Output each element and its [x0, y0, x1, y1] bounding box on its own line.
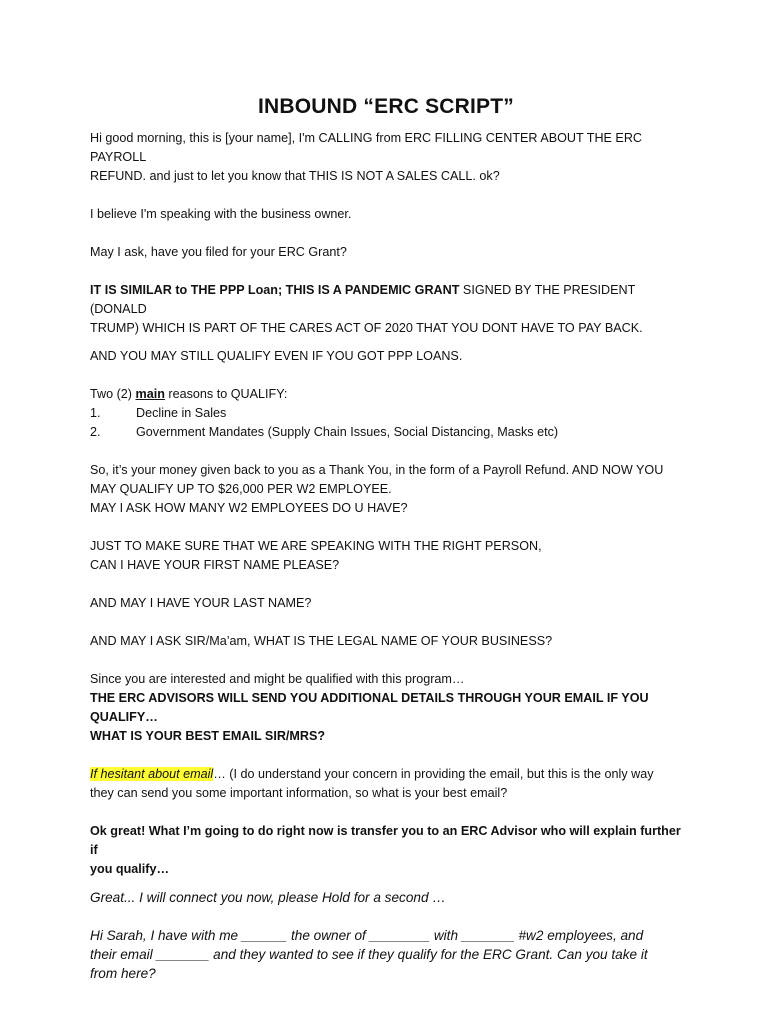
email-paragraph — [90, 670, 682, 746]
list-item-text: Decline in Sales — [136, 406, 227, 420]
reasons-main: main — [135, 387, 165, 401]
reasons-post: reasons to QUALIFY: — [164, 387, 288, 401]
hesitant-paragraph — [90, 765, 682, 803]
page-title: INBOUND “ERC SCRIPT” — [257, 95, 514, 118]
intro-line-2: REFUND. and just to let you know that THIS IS NOT A SALES CALL. ok? — [90, 169, 500, 183]
sarah-line-2: their email _______ and they wanted to see if they qualify for the ERC Grant. Can you take it — [90, 947, 648, 962]
right-line-2: CAN I HAVE YOUR FIRST NAME PLEASE? — [90, 558, 340, 572]
transfer-line-2: you qualify… — [90, 862, 170, 876]
money-line-2: MAY QUALIFY UP TO $26,000 PER W2 EMPLOYEE. — [90, 482, 392, 496]
advisors-line-1: THE ERC ADVISORS WILL SEND YOU ADDITIONAL DETAILS THROUGH YOUR EMAIL IF YOU QUALIFY… — [90, 691, 649, 724]
owner-line: I believe I'm speaking with the business owner. — [90, 207, 352, 221]
list-item — [90, 423, 682, 442]
intro-line-1: Hi good morning, this is [your name], I'm CALLING from ERC FILLING CENTER ABOUT THE ERC PAYROLL — [90, 131, 643, 164]
hesitant-rest-2: they can send you some important information, so what is your best email? — [90, 786, 508, 800]
connect-line: Great... I will connect you now, please Hold for a second … — [90, 890, 446, 905]
list-item-number: 1. — [90, 406, 101, 420]
filed-question: May I ask, have you filed for your ERC Grant? — [90, 245, 347, 259]
list-item — [90, 404, 682, 423]
intro-paragraph — [90, 129, 682, 186]
right-line-1: JUST TO MAKE SURE THAT WE ARE SPEAKING WITH THE RIGHT PERSON, — [90, 539, 542, 553]
transfer-line-1: Ok great! What I’m going to do right now is transfer you to an ERC Advisor who will explain further if — [90, 824, 681, 857]
money-line-3: MAY I ASK HOW MANY W2 EMPLOYEES DO U HAVE? — [90, 501, 408, 515]
money-paragraph — [90, 461, 682, 518]
sarah-line-1: Hi Sarah, I have with me ______ the owner of ________ with _______ #w2 employees, and — [90, 928, 644, 943]
reasons-heading — [90, 385, 682, 404]
advisors-line-2: WHAT IS YOUR BEST EMAIL SIR/MRS? — [90, 729, 326, 743]
hesitant-highlight: If hesitant about email — [90, 767, 214, 781]
similar-rest-2: TRUMP) WHICH IS PART OF THE CARES ACT OF 2020 THAT YOU DONT HAVE TO PAY BACK. — [90, 321, 643, 335]
similar-bold: IT IS SIMILAR to THE PPP Loan; THIS IS A PANDEMIC GRANT — [90, 283, 460, 297]
list-item-text: Government Mandates (Supply Chain Issues, Social Distancing, Masks etc) — [136, 425, 559, 439]
sarah-line-3: from here? — [90, 966, 156, 981]
last-name-question: AND MAY I HAVE YOUR LAST NAME? — [90, 596, 312, 610]
similar-rest-1: SIGNED BY THE PRESIDENT (DONALD — [90, 283, 636, 316]
reasons-pre: Two (2) — [90, 387, 136, 401]
legal-name-question: AND MAY I ASK SIR/Ma’am, WHAT IS THE LEGAL NAME OF YOUR BUSINESS? — [90, 634, 553, 648]
right-person-paragraph — [90, 537, 682, 575]
list-item-number: 2. — [90, 425, 101, 439]
hesitant-rest-1: … (I do understand your concern in providing the email, but this is the only way — [213, 767, 654, 781]
ppp-line: AND YOU MAY STILL QUALIFY EVEN IF YOU GOT PPP LOANS. — [90, 349, 463, 363]
similar-paragraph — [90, 281, 682, 338]
transfer-paragraph — [90, 822, 682, 879]
reasons-list — [90, 404, 682, 442]
sarah-paragraph — [90, 926, 682, 983]
interested-line: Since you are interested and might be qualified with this program… — [90, 672, 465, 686]
money-line-1: So, it’s your money given back to you as a Thank You, in the form of a Payroll Refund. AND NOW YOU — [90, 463, 664, 477]
